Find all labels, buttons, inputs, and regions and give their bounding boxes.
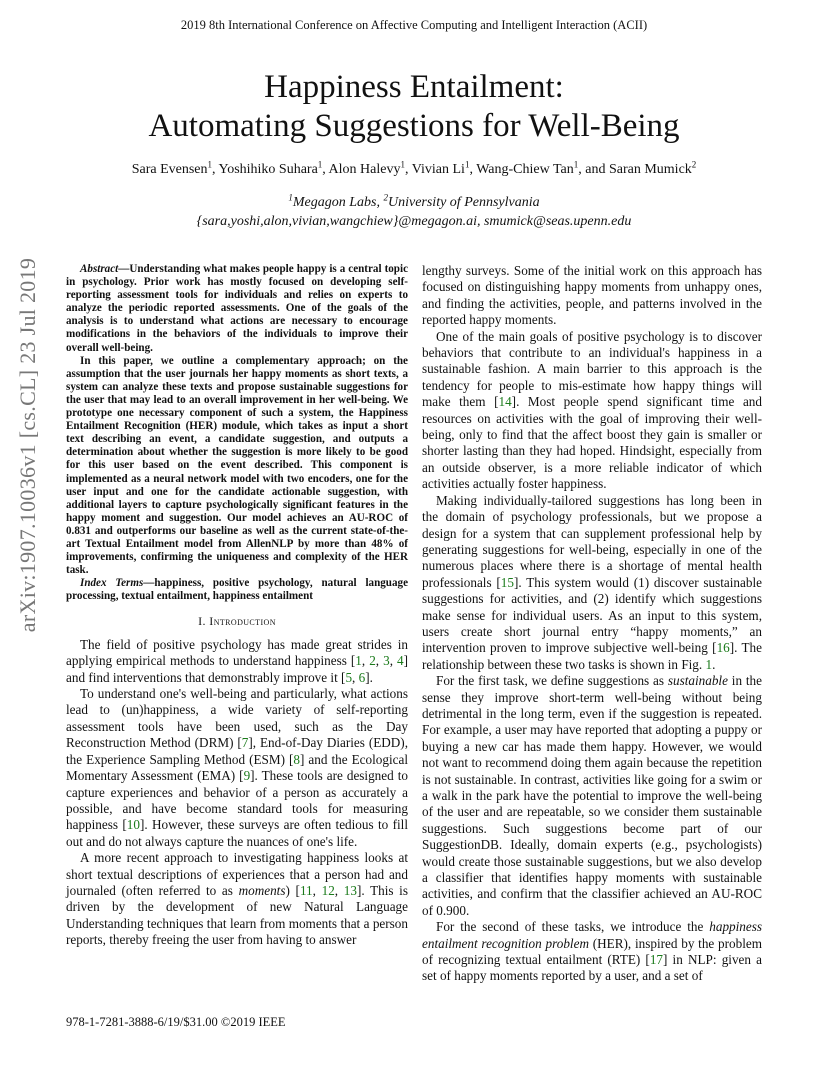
conference-header: 2019 8th International Conference on Affective Computing and Intelligent Interaction (ACII) bbox=[180, 18, 648, 32]
author-emails: {sara,yoshi,alon,vivian,wangchiew}@megagon.ai, smumick@seas.upenn.edu bbox=[196, 214, 632, 229]
affiliation-line: $^1$Megagon Labs, $^2$University of Pennsylvania bbox=[288, 192, 540, 210]
citation-link[interactable]: 9 bbox=[243, 768, 251, 784]
author-affiliation: 1 bbox=[464, 159, 470, 170]
citation-link[interactable]: 4 bbox=[397, 653, 404, 669]
affiliation-megagon: Megagon Labs bbox=[292, 195, 377, 210]
paper-title bbox=[0, 68, 828, 146]
citation-link[interactable]: 1 bbox=[355, 653, 362, 669]
citation-link[interactable]: 2 bbox=[369, 653, 376, 669]
copyright-footer: 978-1-7281-3888-6/19/$31.00 ©2019 IEEE bbox=[66, 1015, 286, 1029]
citation-link[interactable]: 5 bbox=[345, 669, 353, 685]
abstract-paragraph-1: Abstract—Understanding what makes people happy is a central topic in psychology. Prior work has mostly focused on developing self-reporting assessment tools for individuals and relies on experts to analyze the periodic reported assessments. One of the goals of the analysis is to understand what actions are necessary to encourage modifications in the behaviors of the individuals to improve their overall well-being. bbox=[66, 263, 408, 354]
citation-link[interactable]: 16 bbox=[716, 640, 730, 656]
author: Wang-Chiew Tan bbox=[476, 162, 574, 177]
author: Saran Mumick bbox=[608, 162, 692, 177]
right-column bbox=[422, 263, 762, 985]
author: Sara Evensen bbox=[131, 162, 208, 177]
citation-link[interactable]: 6 bbox=[358, 669, 366, 685]
intro-paragraph-4: One of the main goals of positive psychology is to discover behaviors that contribute to an individual's happiness in a sustainable fashion. A main barrier to this approach is the tendency for people to mis-estimate how happy things will make them [14]. Most people spend significant time and resources on activities with the goal of improving their well-being, only to find that the affect boost they gain is smaller or shorter lasting than they had hoped. Hindsight, especially from an outside observer, is a more reliable indicator of which activities actually foster happiness. bbox=[422, 328, 762, 492]
author-affiliation: 2 bbox=[691, 159, 697, 170]
citation-link[interactable]: 17 bbox=[649, 952, 664, 968]
affiliation-upenn: University of Pennsylvania bbox=[387, 195, 540, 210]
author: Vivian Li bbox=[411, 162, 465, 177]
section-heading-introduction: I. Introduction bbox=[198, 614, 276, 629]
author-list: Sara Evensen$^1$, Yoshihiko Suhara$^1$, Alon Halevy$^1$, Vivian Li$^1$, Wang-Chiew Tan$^1$, and Saran Mumick$^2$ bbox=[131, 159, 697, 177]
arxiv-stamp: arXiv:1907.10036v1 [cs.CL] 23 Jul 2019 bbox=[15, 257, 40, 633]
citation-link[interactable]: 7 bbox=[241, 735, 249, 751]
author-affiliation: 1 bbox=[400, 159, 405, 170]
affiliations bbox=[0, 193, 828, 231]
citation-link[interactable]: 15 bbox=[500, 574, 514, 590]
author-affiliation: 1 bbox=[207, 159, 212, 170]
left-column bbox=[66, 263, 408, 949]
citation-link[interactable]: 8 bbox=[293, 751, 300, 767]
intro-paragraph-6: For the first task, we define suggestions as sustainable in the sense they improve short-term well-being without being detrimental in the long term, even if the suggestion is repeated. For example, a user may have reported that adopting a puppy or buying a new car has made them happy. However, we would not want to recommend doing them again because the repetition is not sustainable. In contrast, activities like going for a swim or a walk in the park have the potential to improve the well-being of the user and are repeatable, so we consider them sustainable suggestions. Such suggestions become part of our SuggestionDB. Ideally, domain experts (e.g., psychologists) would create those sustainable suggestions, but we also develop a classifier that identifies happy moments with sustainable activities, and confirm that the classifier achieved an AU-ROC of 0.900. bbox=[422, 673, 762, 918]
abstract-label: Abstract bbox=[80, 263, 119, 275]
citation-link[interactable]: 13 bbox=[343, 882, 357, 898]
title-line-1: Happiness Entailment: bbox=[264, 69, 564, 105]
figure-link[interactable]: 1 bbox=[705, 656, 713, 672]
author-affiliation: 1 bbox=[317, 159, 323, 170]
intro-paragraph-1: The field of positive psychology has made great strides in applying empirical methods to understand happiness [1, 2, 3, 4] and find interventions that demonstrably improve it [5, 6]. bbox=[66, 636, 409, 685]
index-terms: Index Terms—happiness, positive psychology, natural language processing, textual entailment, happiness entailment bbox=[66, 577, 408, 603]
intro-paragraph-3: A more recent approach to investigating happiness looks at short textual descriptions of experiences that a person had and journaled (often referred to as moments) [11, 12, 13]. This is driven by the development of new Natural Language Understanding techniques that learn from moments that a person reports, thereby freeing the user from having to answer bbox=[66, 850, 408, 948]
index-terms-label: Index Terms bbox=[80, 577, 144, 590]
abstract-paragraph-2: In this paper, we outline a complementary approach; on the assumption that the user journals her happy moments as short texts, a system can analyze these texts and propose sustainable suggestions for the user that may lead to an overall improvement in her well-being. We prototype one necessary component of such a system, the Happiness Entailment Recognition (HER) module, which takes as input a short text describing an event, a candidate suggestion, and outputs a determination about whether the suggestion is more likely to be good for this user based on the event described. This component is implemented as a neural network model with two encoders, one for the user input and one for the candidate actionable suggestion, with additional layers to capture psychologically significant features in the happy moment and suggestion. Our model achieves an AU-ROC of 0.831 and outperforms our baseline as well as the current state-of-the-art Textual Entailment model from AllenNLP by more than 48% of improvements, confirming the uniqueness and complexity of the HER task. bbox=[66, 354, 408, 577]
intro-paragraph-2: To understand one's well-being and particularly, what actions lead to (un)happiness, a wide variety of self-reporting assessment tools have been used, such as the Day Reconstruction Method (DRM) [7], End-of-Day Diaries (EDD), the Experience Sampling Method (ESM) [8] and the Ecological Momentary Assessment (EMA) [9]. These tools are designed to capture experiences and behavior of a person as accurately a possible, and have become standard tools for measuring happiness [10]. However, these surveys are often tedious to fill out and do not always capture the nuances of one's life. bbox=[66, 686, 409, 849]
intro-paragraph-3-continued: lengthy surveys. Some of the initial work on this approach has focused on distinguishing happy moments from unhappy ones, and finding the activities, people, and patterns involved in the reported happy moments. bbox=[422, 263, 762, 328]
author: Alon Halevy bbox=[328, 162, 401, 177]
intro-paragraph-7: For the second of these tasks, we introduce the happiness entailment recognition problem (HER), inspired by the problem of recognizing textual entailment (RTE) [17] in NLP: given a set of happy moments reported by a user, and a set of bbox=[422, 919, 762, 984]
author-affiliation: 1 bbox=[573, 159, 579, 170]
title-line-2: Automating Suggestions for Well-Being bbox=[148, 108, 680, 144]
citation-link[interactable]: 12 bbox=[321, 882, 335, 898]
intro-paragraph-5: Making individually-tailored suggestions has long been in the domain of psychology professionals, but we propose a design for a system that can supplement professional help by generating suggestions for well-being, especially in one of the numerous places where there is a shortage of mental health professionals [15]. This system would (1) discover sustainable suggestions for activities, and (2) identify which suggestions make sense for individual users. As an input to this system, users create short journal entry “happy moments,” an intervention proven to improve subjective well-being [16]. The relationship between these two tasks is shown in Fig. 1. bbox=[422, 492, 762, 672]
author: Yoshihiko Suhara bbox=[218, 162, 318, 177]
citation-link[interactable]: 14 bbox=[498, 394, 512, 410]
citation-link[interactable]: 11 bbox=[299, 882, 313, 898]
citation-link[interactable]: 3 bbox=[383, 653, 390, 669]
citation-link[interactable]: 10 bbox=[126, 817, 140, 833]
